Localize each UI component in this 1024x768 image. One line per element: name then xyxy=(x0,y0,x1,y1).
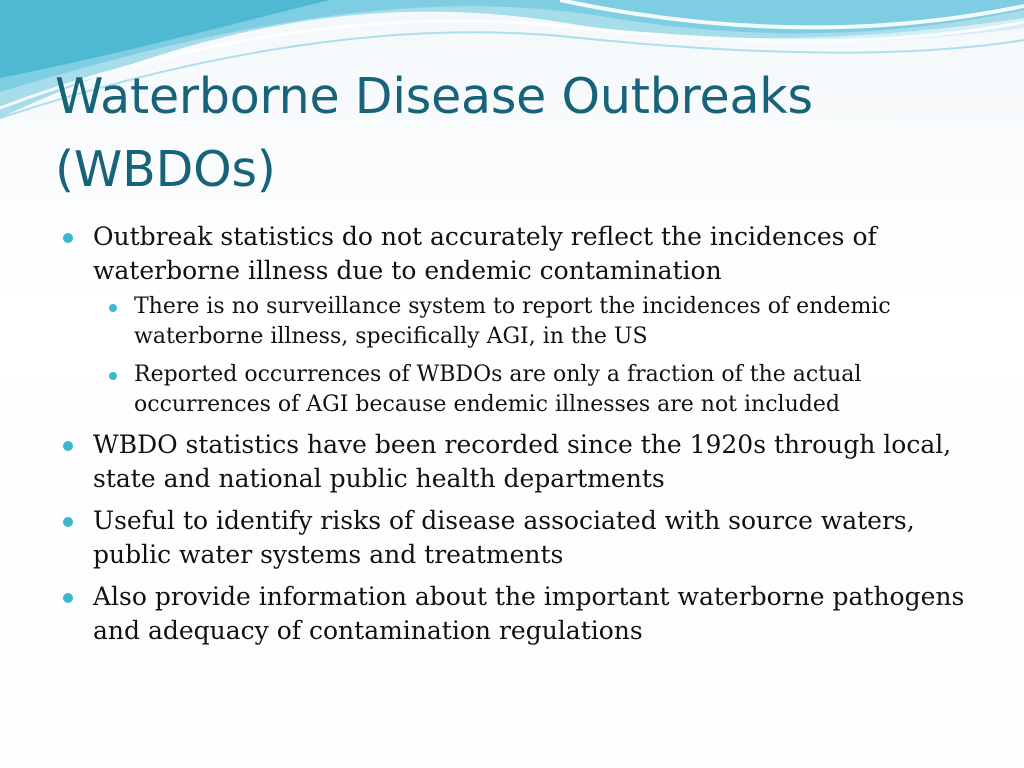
bullet-dot-icon xyxy=(109,304,117,312)
bullet-item xyxy=(58,580,968,648)
sub-bullet-item xyxy=(93,292,968,352)
bullet-item xyxy=(58,504,968,572)
sub-bullet-item xyxy=(93,360,968,420)
sub-bullet-text: Reported occurrences of WBDOs are only a fraction of the actual occurrences of AGI because endemic illnesses are not included xyxy=(134,362,862,417)
sub-bullet-text: There is no surveillance system to report the incidences of endemic waterborne illness, specifically AGI, in the US xyxy=(134,294,891,349)
bullet-dot-icon xyxy=(63,593,73,603)
bullet-text: Useful to identify risks of disease associated with source waters, public water systems and treatments xyxy=(93,506,915,569)
bullet-text: WBDO statistics have been recorded since the 1920s through local, state and national public health departments xyxy=(93,430,952,493)
sub-bullet-list xyxy=(93,292,968,420)
slide-title-line2: (WBDOs) xyxy=(55,141,276,198)
bullet-text: Outbreak statistics do not accurately reflect the incidences of waterborne illness due to endemic contamination xyxy=(93,222,877,285)
bullet-list xyxy=(58,220,968,648)
bullet-dot-icon xyxy=(109,372,117,380)
bullet-dot-icon xyxy=(63,441,73,451)
bullet-text: Also provide information about the important waterborne pathogens and adequacy of contamination regulations xyxy=(93,582,965,645)
slide-title-line1: Waterborne Disease Outbreaks xyxy=(55,68,813,125)
bullet-dot-icon xyxy=(63,517,73,527)
bullet-item xyxy=(58,428,968,496)
bullet-dot-icon xyxy=(63,233,73,243)
slide-title xyxy=(55,60,995,206)
bullet-item xyxy=(58,220,968,420)
slide-body xyxy=(58,220,968,656)
